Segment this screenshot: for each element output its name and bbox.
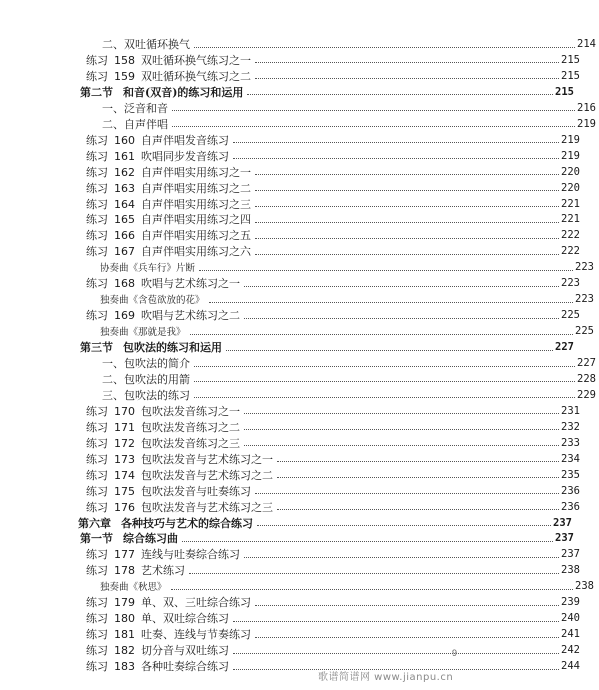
toc-entry-label: 自声伴唱实用练习之五 [141, 229, 251, 243]
toc-entry [0, 656, 583, 676]
dot-leader [233, 653, 559, 654]
toc-entry-prefix: 练习 [86, 628, 108, 642]
toc-entry-page: 221 [561, 197, 580, 210]
toc-entry-number: 171 [114, 420, 135, 434]
dot-leader [194, 366, 575, 367]
toc-entry-label: 包吹法发音练习之一 [141, 404, 240, 418]
toc-entry-page: 231 [561, 404, 580, 417]
dot-leader [255, 78, 559, 79]
toc-entry-page: 227 [555, 341, 574, 354]
dot-leader [277, 477, 559, 478]
toc-entry-number: 176 [114, 500, 135, 514]
toc-entry-number: 181 [114, 628, 135, 642]
toc-entry-prefix: 练习 [86, 181, 108, 195]
toc-entry-number: 175 [114, 484, 135, 498]
toc-entry-label: 和音(双音)的练习和运用 [123, 85, 244, 99]
toc-entry-prefix: 练习 [86, 197, 108, 211]
toc-entry-number: 167 [114, 245, 135, 259]
dot-leader [194, 397, 575, 398]
dot-leader [247, 94, 553, 95]
toc-entry-title [100, 292, 205, 306]
toc-entry-number: 170 [114, 404, 135, 418]
toc-entry-page: 223 [575, 261, 594, 274]
toc-entry-label: 独奏曲《那就是我》 [100, 327, 186, 339]
dot-leader [255, 206, 559, 207]
dot-leader [255, 238, 559, 239]
dot-leader [172, 110, 575, 111]
toc-entry-prefix: 练习 [86, 69, 108, 83]
toc-entry-label: 协奏曲《兵车行》片断 [100, 263, 196, 275]
toc-entry-page: 215 [555, 85, 574, 98]
toc-entry-number: 180 [114, 612, 135, 626]
toc-entry-prefix: 练习 [86, 149, 108, 163]
dot-leader [244, 413, 559, 414]
toc-entry-page: 223 [575, 293, 594, 306]
toc-entry-page: 229 [577, 388, 596, 401]
toc-entry-page: 240 [561, 612, 580, 625]
toc-entry-page: 220 [561, 181, 580, 194]
toc-entry-page: 238 [561, 564, 580, 577]
toc-entry-label: 包吹法的练习和运用 [123, 341, 222, 355]
toc-entry-number: 169 [114, 309, 135, 323]
toc-entry-prefix: 练习 [86, 213, 108, 227]
toc-entry-page: 235 [561, 468, 580, 481]
dot-leader [255, 605, 559, 606]
toc-entry-prefix: 练习 [86, 420, 108, 434]
dot-leader [194, 381, 575, 382]
toc-entry-page: 242 [561, 644, 580, 657]
toc-entry-number: 166 [114, 229, 135, 243]
toc-entry-title [86, 658, 229, 674]
toc-entry-label: 独奏曲《含苞欲放的花》 [100, 295, 205, 307]
toc-entry-label: 各种技巧与艺术的综合练习 [121, 516, 253, 530]
toc-entry-prefix: 第二节 [80, 85, 113, 99]
toc-entry-label: 吐奏、连线与节奏练习 [141, 628, 251, 642]
toc-entry-prefix: 练习 [86, 644, 108, 658]
toc-entry-label: 各种吐奏综合练习 [141, 660, 229, 674]
toc-entry-page: 237 [553, 516, 572, 529]
toc-entry-prefix: 练习 [86, 53, 108, 67]
toc-entry-page: 233 [561, 436, 580, 449]
toc-entry-prefix: 练习 [86, 612, 108, 626]
toc-entry-title [100, 324, 186, 338]
toc-entry-page: 234 [561, 452, 580, 465]
toc-entry-label: 单、双吐综合练习 [141, 612, 229, 626]
toc-entry-number: 164 [114, 197, 135, 211]
toc-entry-prefix: 练习 [86, 596, 108, 610]
toc-entry-page: 227 [577, 357, 596, 369]
toc-entry-label: 二、双吐循环换气 [102, 38, 190, 51]
toc-entry-label: 自声伴唱发音练习 [141, 133, 229, 147]
toc-entry-label: 双吐循环换气练习之二 [141, 69, 251, 83]
toc-entry-number: 160 [114, 133, 135, 147]
toc-entry-prefix: 练习 [86, 452, 108, 466]
toc-entry-prefix: 练习 [86, 484, 108, 498]
dot-leader [244, 286, 559, 287]
toc-entry-label: 自声伴唱实用练习之三 [141, 197, 251, 211]
dot-leader [226, 350, 553, 351]
toc-entry-page: 236 [561, 500, 580, 513]
dot-leader [277, 509, 559, 510]
toc-entry-page: 222 [561, 245, 580, 258]
dot-leader [182, 541, 553, 542]
toc-entry-page: 216 [577, 101, 596, 114]
toc-entry-number: 174 [114, 468, 135, 482]
dot-leader [233, 158, 559, 159]
dot-leader [255, 222, 559, 223]
toc-entry-label: 吹唱与艺术练习之一 [141, 277, 240, 291]
dot-leader [244, 318, 559, 319]
toc-entry-prefix: 练习 [86, 229, 108, 243]
dot-leader [199, 270, 573, 271]
toc-entry-page: 244 [561, 660, 580, 673]
dot-leader [257, 525, 551, 526]
dot-leader [255, 254, 559, 255]
toc-entry-prefix: 第三节 [80, 341, 113, 355]
toc-entry-number: 168 [114, 277, 135, 291]
dot-leader [255, 493, 559, 494]
dot-leader [209, 302, 573, 303]
toc-entry-page: 222 [561, 229, 580, 242]
toc-entry-prefix: 练习 [86, 165, 108, 179]
dot-leader [255, 190, 559, 191]
toc-entry-page: 220 [561, 165, 580, 178]
toc-entry-number: 179 [114, 596, 135, 610]
toc-entry-prefix: 练习 [86, 404, 108, 418]
dot-leader [233, 621, 559, 622]
toc-entry-label: 自声伴唱实用练习之二 [141, 181, 251, 195]
toc-entry-number: 162 [114, 165, 135, 179]
toc-entry-page: 236 [561, 484, 580, 497]
toc-entry-prefix: 练习 [86, 548, 108, 562]
dot-leader [277, 461, 559, 462]
toc-entry-number: 182 [114, 644, 135, 658]
toc-entry-label: 切分音与双吐练习 [141, 644, 229, 658]
toc-entry-label: 综合练习曲 [123, 532, 178, 546]
toc-entry-label: 二、自声伴唱 [102, 117, 168, 131]
toc-entry-label: 包吹法发音练习之二 [141, 420, 240, 434]
dot-leader [233, 142, 559, 143]
toc-entry-label: 双吐循环换气练习之一 [141, 53, 251, 67]
toc-entry-number: 172 [114, 436, 135, 450]
toc-entry-label: 吹唱与艺术练习之二 [141, 309, 240, 323]
toc-entry-prefix: 第六章 [78, 516, 111, 530]
toc-entry-label: 一、泛音和音 [102, 101, 168, 115]
watermark: 歌谱简谱网 www.jianpu.cn [318, 672, 454, 683]
toc-entry-page: 239 [561, 596, 580, 609]
toc-entry-prefix: 练习 [86, 500, 108, 514]
dot-leader [255, 637, 559, 638]
toc-entry-number: 177 [114, 548, 135, 562]
toc-entry-page: 219 [577, 117, 596, 130]
toc-entry-page: 221 [561, 213, 580, 226]
dot-leader [172, 126, 575, 127]
toc-entry-number: 158 [114, 53, 135, 67]
toc-entry-number: 178 [114, 564, 135, 578]
dot-leader [171, 589, 573, 590]
toc-entry-prefix: 练习 [86, 436, 108, 450]
toc-entry-label: 二、包吹法的用箭 [102, 372, 190, 386]
toc-entry-page: 214 [577, 38, 596, 50]
toc-entry-page: 238 [575, 580, 594, 593]
toc-entry-number: 161 [114, 149, 135, 163]
toc-entry-label: 包吹法发音与吐奏练习 [141, 484, 251, 498]
toc-entry-label: 单、双、三吐综合练习 [141, 596, 251, 610]
toc-entry-page: 232 [561, 420, 580, 433]
toc-entry-number: 173 [114, 452, 135, 466]
toc-entry-number: 159 [114, 69, 135, 83]
toc-entry-prefix: 练习 [86, 660, 108, 674]
toc-entry-page: 219 [561, 149, 580, 162]
toc-entry-page: 215 [561, 53, 580, 66]
toc-entry-title [100, 579, 167, 593]
dot-leader [244, 557, 559, 558]
toc-entry-page: 225 [561, 309, 580, 322]
toc-entry-page: 237 [555, 532, 574, 545]
page-number: 9 [452, 648, 458, 658]
toc-entry-number: 163 [114, 181, 135, 195]
toc-entry-prefix: 练习 [86, 468, 108, 482]
toc-entry-number: 165 [114, 213, 135, 227]
toc-entry-label: 独奏曲《秋思》 [100, 582, 167, 594]
toc-entry-label: 包吹法发音与艺术练习之一 [141, 452, 273, 466]
toc-entry-prefix: 第一节 [80, 532, 113, 546]
toc-entry-label: 包吹法发音与艺术练习之二 [141, 468, 273, 482]
toc-entry-label: 自声伴唱实用练习之一 [141, 165, 251, 179]
toc-entry-page: 223 [561, 277, 580, 290]
dot-leader [190, 334, 573, 335]
toc-entry-label: 包吹法发音与艺术练习之三 [141, 500, 273, 514]
toc-entry-prefix: 练习 [86, 245, 108, 259]
toc-entry-label: 一、包吹法的简介 [102, 357, 190, 370]
toc-entry-title [100, 260, 195, 274]
toc-entry-page: 219 [561, 133, 580, 146]
toc-entry-label: 自声伴唱实用练习之四 [141, 213, 251, 227]
dot-leader [255, 62, 559, 63]
toc-entry-label: 连线与吐奏综合练习 [141, 548, 240, 562]
dot-leader [244, 429, 559, 430]
toc-entry-label: 包吹法发音练习之三 [141, 436, 240, 450]
toc-entry-label: 三、包吹法的练习 [102, 388, 190, 402]
toc-entry-number: 183 [114, 660, 135, 674]
dot-leader [194, 47, 575, 48]
dot-leader [244, 445, 559, 446]
toc-entry-prefix: 练习 [86, 564, 108, 578]
toc-entry-label: 艺术练习 [141, 564, 185, 578]
dot-leader [189, 573, 559, 574]
toc-entry-prefix: 练习 [86, 277, 108, 291]
toc-entry-page: 237 [561, 548, 580, 561]
toc-entry-prefix: 练习 [86, 309, 108, 323]
toc-entry-prefix: 练习 [86, 133, 108, 147]
toc-entry-label: 吹唱同步发音练习 [141, 149, 229, 163]
toc-entry-page: 241 [561, 628, 580, 641]
toc-entry-page: 228 [577, 372, 596, 385]
toc-entry-page: 225 [575, 325, 594, 338]
toc-entry-label: 自声伴唱实用练习之六 [141, 245, 251, 259]
toc-entry-page: 215 [561, 69, 580, 82]
dot-leader [255, 174, 559, 175]
